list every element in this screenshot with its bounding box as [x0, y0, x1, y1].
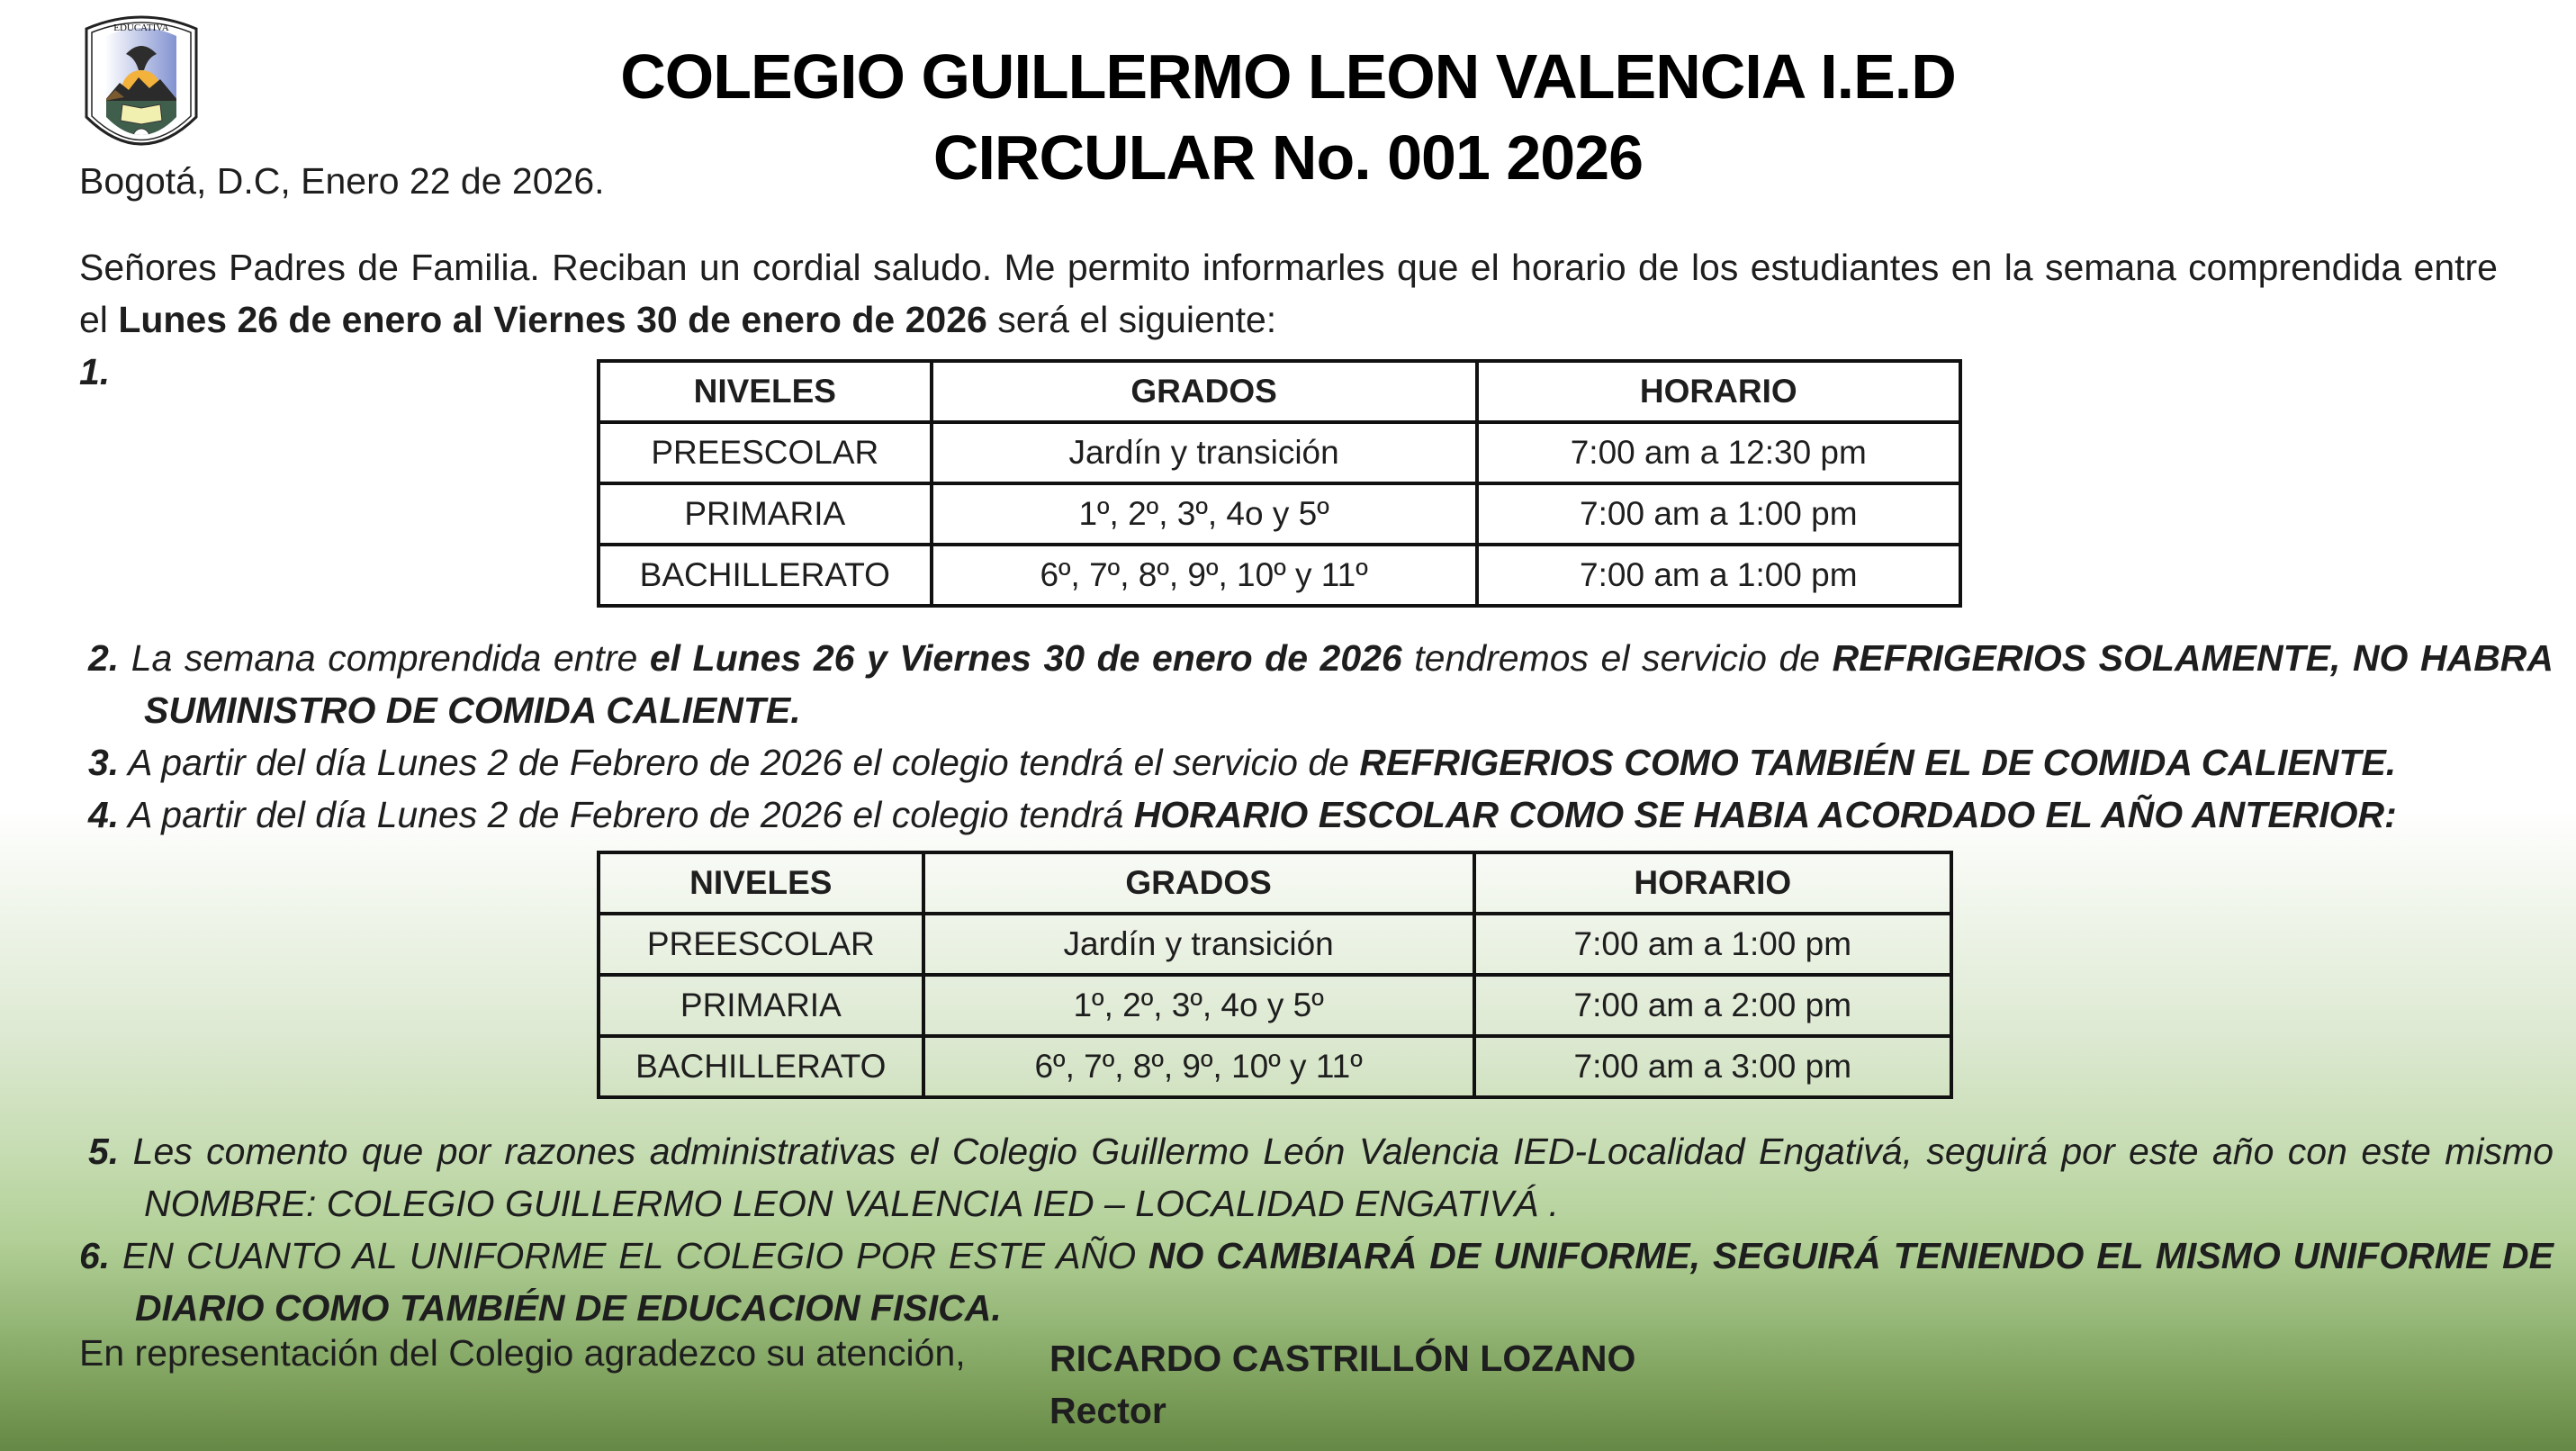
intro-paragraph	[79, 241, 2498, 346]
table-header-row	[599, 852, 1951, 914]
item-text: La semana comprendida entre	[119, 637, 650, 679]
item-number: 3.	[88, 742, 120, 783]
closing-text: En representación del Colegio agradezco su atención,	[79, 1332, 966, 1374]
item-text: Les comento que por razones administrativas el Colegio Guillermo León Valencia IED-Localidad Engativá, seguirá por este año con este mismo NOMBRE: COLEGIO GUILLERMO LEON VALENCIA IED – LOCALIDAD ENGATIVÁ .	[119, 1131, 2553, 1224]
cell-horario: 7:00 am a 2:00 pm	[1474, 975, 1951, 1036]
item-3	[88, 736, 2498, 789]
cell-nivel: PRIMARIA	[599, 975, 923, 1036]
table-row	[599, 483, 1960, 545]
cell-grados: 1º, 2º, 3º, 4o y 5º	[923, 975, 1474, 1036]
header-horario: HORARIO	[1474, 852, 1951, 914]
table-row	[599, 975, 1951, 1036]
header-grados: GRADOS	[932, 361, 1477, 422]
intro-text-after: será el siguiente:	[986, 299, 1277, 340]
item-text-bold: REFRIGERIOS COMO TAMBIÉN EL DE COMIDA CALIENTE.	[1359, 742, 2397, 783]
item-text: A partir del día Lunes 2 de Febrero de 2026 el colegio tendrá el servicio de	[119, 742, 1360, 783]
signature-block	[1049, 1332, 1635, 1437]
schedule-table-regular	[597, 851, 1953, 1099]
circular-number: CIRCULAR No. 001 2026	[932, 122, 1644, 193]
item-number: 5.	[88, 1131, 120, 1172]
page-title: COLEGIO GUILLERMO LEON VALENCIA I.E.D	[620, 41, 1956, 112]
item-number: 2.	[88, 637, 120, 679]
table-row	[599, 1036, 1951, 1097]
cell-horario: 7:00 am a 12:30 pm	[1477, 422, 1960, 483]
item-text: A partir del día Lunes 2 de Febrero de 2026 el colegio tendrá	[119, 794, 1134, 835]
item-6	[79, 1230, 2553, 1334]
signer-name: RICARDO CASTRILLÓN LOZANO	[1049, 1338, 1636, 1379]
item-text-bold: NO CAMBIARÁ DE UNIFORME, SEGUIRÁ TENIENDO EL MISMO UNIFORME DE DIARIO COMO TAMBIÉN DE EDUCACION FISICA.	[135, 1235, 2553, 1329]
cell-grados: 6º, 7º, 8º, 9º, 10º y 11º	[932, 545, 1477, 606]
cell-grados: Jardín y transición	[923, 914, 1474, 975]
cell-grados: Jardín y transición	[932, 422, 1477, 483]
intro-text-before: Señores Padres de Familia. Reciban un cordial saludo. Me permito informarles que el horario de los estudiantes en la semana comprendida entre el	[79, 247, 2498, 340]
cell-horario: 7:00 am a 3:00 pm	[1474, 1036, 1951, 1097]
header-niveles: NIVELES	[599, 361, 932, 422]
table-row	[599, 422, 1960, 483]
header-niveles: NIVELES	[599, 852, 923, 914]
cell-grados: 1º, 2º, 3º, 4o y 5º	[932, 483, 1477, 545]
svg-text:EDUCATIVA: EDUCATIVA	[113, 23, 169, 33]
cell-horario: 7:00 am a 1:00 pm	[1477, 483, 1960, 545]
signer-title: Rector	[1049, 1390, 1166, 1431]
item-4	[88, 789, 2498, 841]
cell-nivel: PRIMARIA	[599, 483, 932, 545]
cell-nivel: PREESCOLAR	[599, 914, 923, 975]
item-5	[88, 1125, 2553, 1230]
intro-bold-dates: Lunes 26 de enero al Viernes 30 de enero de 2026	[118, 299, 987, 340]
item-number: 4.	[88, 794, 120, 835]
cell-horario: 7:00 am a 1:00 pm	[1477, 545, 1960, 606]
item-text: EN CUANTO AL UNIFORME EL COLEGIO POR ESTE AÑO	[110, 1235, 1148, 1276]
item-text-bold: HORARIO ESCOLAR COMO SE HABIA ACORDADO EL AÑO ANTERIOR:	[1133, 794, 2397, 835]
cell-nivel: BACHILLERATO	[599, 1036, 923, 1097]
cell-horario: 7:00 am a 1:00 pm	[1474, 914, 1951, 975]
table-row	[599, 914, 1951, 975]
header-horario: HORARIO	[1477, 361, 1960, 422]
date-line: Bogotá, D.C, Enero 22 de 2026.	[79, 160, 605, 202]
header-grados: GRADOS	[923, 852, 1474, 914]
item-text: tendremos el servicio de	[1401, 637, 1833, 679]
item-2	[88, 632, 2553, 736]
table-row	[599, 545, 1960, 606]
cell-nivel: BACHILLERATO	[599, 545, 932, 606]
table-header-row	[599, 361, 1960, 422]
item-text-bold: el Lunes 26 y Viernes 30 de enero de 2026	[649, 637, 1402, 679]
item-1-number: 1.	[79, 351, 111, 392]
item-text-bold: REFRIGERIOS SOLAMENTE, NO HABRA SUMINISTRO DE COMIDA CALIENTE.	[144, 637, 2554, 731]
item-number: 6.	[79, 1235, 111, 1276]
cell-grados: 6º, 7º, 8º, 9º, 10º y 11º	[923, 1036, 1474, 1097]
schedule-table-week	[597, 359, 1962, 608]
cell-nivel: PREESCOLAR	[599, 422, 932, 483]
